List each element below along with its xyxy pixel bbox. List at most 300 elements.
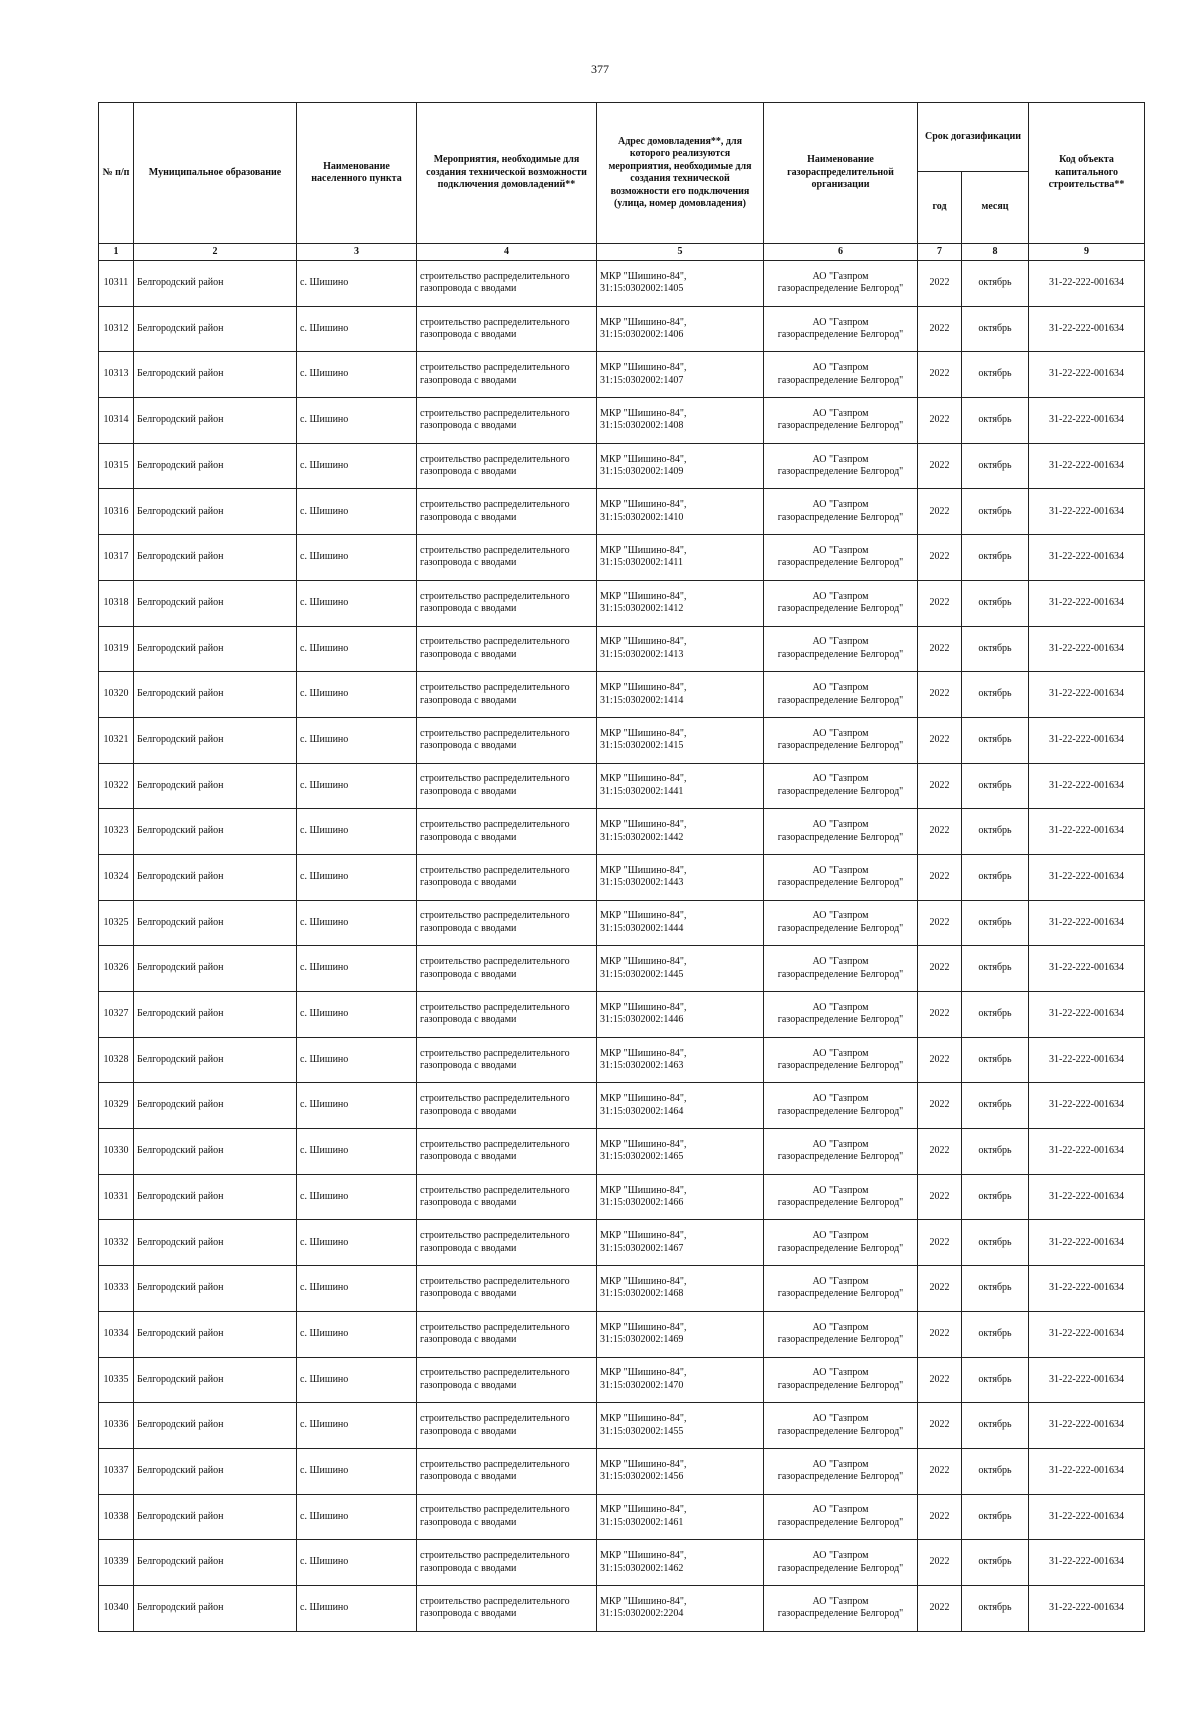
organization-line-2: газораспределение Белгород" [777,511,904,523]
address-line-1: МКР "Шишино-84", [600,499,687,511]
address-cadastral-number: 31:15:0302002:1443 [600,877,684,889]
organization-line-2: газораспределение Белгород" [777,1562,904,1574]
address-cell [597,1403,764,1449]
object-code-cell: 31-22-222-001634 [1029,1174,1145,1220]
header-month: месяц [962,172,1029,244]
address-cadastral-number: 31:15:0302002:2204 [600,1608,684,1620]
table-row [99,352,1145,398]
organization-line-2: газораспределение Белгород" [777,557,904,569]
address-line-1: МКР "Шишино-84", [600,453,687,465]
measures-cell [417,626,597,672]
address-cell [597,809,764,855]
measures-line-1: строительство распределительного [420,910,570,922]
row-number: 10339 [99,1540,134,1586]
header-address: Адрес домовладения**, для которого реализуются мероприятия, необходимые для создания технической возможности его подключения (улица, номер домовладения) [597,103,764,244]
measures-line-1: строительство распределительного [420,453,570,465]
object-code-cell: 31-22-222-001634 [1029,946,1145,992]
month-cell: октябрь [962,580,1029,626]
table-row [99,900,1145,946]
organization-cell [764,1037,918,1083]
address-line-1: МКР "Шишино-84", [600,544,687,556]
address-cadastral-number: 31:15:0302002:1415 [600,740,684,752]
measures-line-1: строительство распределительного [420,1504,570,1516]
organization-cell [764,717,918,763]
organization-line-1: АО "Газпром [812,453,869,465]
year-cell: 2022 [918,489,962,535]
measures-line-2: газопровода с вводами [420,1014,517,1026]
organization-line-2: газораспределение Белгород" [777,1060,904,1072]
month-cell: октябрь [962,352,1029,398]
organization-line-1: АО "Газпром [812,499,869,511]
header-measures: Мероприятия, необходимые для создания технической возможности подключения домовладений** [417,103,597,244]
settlement-cell: с. Шишино [297,1357,417,1403]
address-cell [597,1585,764,1631]
page-number: 377 [591,62,609,76]
address-line-1: МКР "Шишино-84", [600,727,687,739]
organization-cell [764,900,918,946]
organization-line-2: газораспределение Белгород" [777,1197,904,1209]
object-code-cell: 31-22-222-001634 [1029,854,1145,900]
organization-line-2: газораспределение Белгород" [777,1288,904,1300]
measures-cell [417,1311,597,1357]
month-cell: октябрь [962,1494,1029,1540]
measures-line-2: газопровода с вводами [420,329,517,341]
address-cadastral-number: 31:15:0302002:1467 [600,1242,684,1254]
settlement-cell: с. Шишино [297,1266,417,1312]
table-row [99,992,1145,1038]
table-row [99,1083,1145,1129]
settlement-cell: с. Шишино [297,1129,417,1175]
column-number: 2 [134,244,297,261]
address-cadastral-number: 31:15:0302002:1408 [600,420,684,432]
measures-cell [417,1083,597,1129]
address-cadastral-number: 31:15:0302002:1407 [600,374,684,386]
row-number: 10328 [99,1037,134,1083]
year-cell: 2022 [918,992,962,1038]
organization-line-2: газораспределение Белгород" [777,1105,904,1117]
address-cell [597,1174,764,1220]
measures-line-2: газопровода с вводами [420,831,517,843]
year-cell: 2022 [918,1540,962,1586]
row-number: 10329 [99,1083,134,1129]
measures-line-1: строительство распределительного [420,1367,570,1379]
address-cadastral-number: 31:15:0302002:1414 [600,694,684,706]
organization-line-2: газораспределение Белгород" [777,922,904,934]
municipality-cell: Белгородский район [134,809,297,855]
address-cell [597,1129,764,1175]
measures-line-2: газопровода с вводами [420,648,517,660]
organization-line-1: АО "Газпром [812,1458,869,1470]
settlement-cell: с. Шишино [297,1174,417,1220]
header-organization: Наименование газораспределительной организации [764,103,918,244]
table-row [99,1540,1145,1586]
measures-line-1: строительство распределительного [420,819,570,831]
header-year: год [918,172,962,244]
table-row [99,1448,1145,1494]
organization-line-2: газораспределение Белгород" [777,1334,904,1346]
address-cadastral-number: 31:15:0302002:1405 [600,283,684,295]
year-cell: 2022 [918,1083,962,1129]
municipality-cell: Белгородский район [134,1494,297,1540]
month-cell: октябрь [962,1357,1029,1403]
measures-line-2: газопровода с вводами [420,1562,517,1574]
object-code-cell: 31-22-222-001634 [1029,1403,1145,1449]
address-line-1: МКР "Шишино-84", [600,362,687,374]
organization-line-2: газораспределение Белгород" [777,968,904,980]
address-line-1: МКР "Шишино-84", [600,1595,687,1607]
year-cell: 2022 [918,1220,962,1266]
organization-cell [764,1403,918,1449]
row-number: 10324 [99,854,134,900]
municipality-cell: Белгородский район [134,1540,297,1586]
organization-cell [764,1448,918,1494]
organization-cell [764,1266,918,1312]
measures-line-2: газопровода с вводами [420,1242,517,1254]
organization-line-1: АО "Газпром [812,316,869,328]
organization-cell [764,763,918,809]
address-line-1: МКР "Шишино-84", [600,316,687,328]
organization-cell [764,352,918,398]
municipality-cell: Белгородский район [134,1220,297,1266]
address-line-1: МКР "Шишино-84", [600,1093,687,1105]
month-cell: октябрь [962,992,1029,1038]
object-code-cell: 31-22-222-001634 [1029,1311,1145,1357]
column-number: 8 [962,244,1029,261]
table-row [99,1220,1145,1266]
measures-line-2: газопровода с вводами [420,374,517,386]
measures-line-1: строительство распределительного [420,1047,570,1059]
measures-line-2: газопровода с вводами [420,511,517,523]
object-code-cell: 31-22-222-001634 [1029,1585,1145,1631]
measures-line-2: газопровода с вводами [420,1379,517,1391]
measures-line-2: газопровода с вводами [420,1471,517,1483]
month-cell: октябрь [962,1540,1029,1586]
year-cell: 2022 [918,306,962,352]
organization-cell [764,672,918,718]
measures-line-2: газопровода с вводами [420,420,517,432]
object-code-cell: 31-22-222-001634 [1029,900,1145,946]
settlement-cell: с. Шишино [297,809,417,855]
measures-line-2: газопровода с вводами [420,466,517,478]
settlement-cell: с. Шишино [297,854,417,900]
settlement-cell: с. Шишино [297,1448,417,1494]
table-row [99,1129,1145,1175]
settlement-cell: с. Шишино [297,443,417,489]
organization-line-1: АО "Газпром [812,270,869,282]
address-cell [597,992,764,1038]
row-number: 10313 [99,352,134,398]
address-cell [597,352,764,398]
measures-line-2: газопровода с вводами [420,557,517,569]
organization-cell [764,1174,918,1220]
measures-line-1: строительство распределительного [420,956,570,968]
municipality-cell: Белгородский район [134,1083,297,1129]
measures-cell [417,854,597,900]
address-line-1: МКР "Шишино-84", [600,1321,687,1333]
measures-line-2: газопровода с вводами [420,1197,517,1209]
table-row [99,809,1145,855]
month-cell: октябрь [962,626,1029,672]
settlement-cell: с. Шишино [297,1494,417,1540]
measures-line-2: газопровода с вводами [420,283,517,295]
address-cell [597,854,764,900]
address-line-1: МКР "Шишино-84", [600,1413,687,1425]
address-cell [597,1266,764,1312]
address-cell [597,535,764,581]
organization-cell [764,443,918,489]
organization-line-2: газораспределение Белгород" [777,1471,904,1483]
organization-line-2: газораспределение Белгород" [777,1014,904,1026]
address-cell [597,1448,764,1494]
table-row [99,717,1145,763]
municipality-cell: Белгородский район [134,352,297,398]
measures-line-2: газопровода с вводами [420,1151,517,1163]
object-code-cell: 31-22-222-001634 [1029,306,1145,352]
column-number: 5 [597,244,764,261]
organization-line-1: АО "Газпром [812,864,869,876]
municipality-cell: Белгородский район [134,1037,297,1083]
municipality-cell: Белгородский район [134,1448,297,1494]
settlement-cell: с. Шишино [297,306,417,352]
table-row [99,1357,1145,1403]
measures-cell [417,261,597,307]
settlement-cell: с. Шишино [297,763,417,809]
organization-line-2: газораспределение Белгород" [777,740,904,752]
measures-line-1: строительство распределительного [420,1184,570,1196]
row-number: 10338 [99,1494,134,1540]
address-cadastral-number: 31:15:0302002:1412 [600,603,684,615]
measures-cell [417,946,597,992]
address-line-1: МКР "Шишино-84", [600,1458,687,1470]
organization-cell [764,1311,918,1357]
object-code-cell: 31-22-222-001634 [1029,809,1145,855]
address-cell [597,946,764,992]
organization-line-2: газораспределение Белгород" [777,1242,904,1254]
measures-line-2: газопровода с вводами [420,877,517,889]
measures-line-1: строительство распределительного [420,1321,570,1333]
object-code-cell: 31-22-222-001634 [1029,717,1145,763]
year-cell: 2022 [918,580,962,626]
municipality-cell: Белгородский район [134,1311,297,1357]
municipality-cell: Белгородский район [134,443,297,489]
object-code-cell: 31-22-222-001634 [1029,1540,1145,1586]
measures-cell [417,1357,597,1403]
address-line-1: МКР "Шишино-84", [600,682,687,694]
row-number: 10335 [99,1357,134,1403]
organization-line-1: АО "Газпром [812,1321,869,1333]
address-line-1: МКР "Шишино-84", [600,773,687,785]
organization-line-2: газораспределение Белгород" [777,877,904,889]
table-row [99,626,1145,672]
month-cell: октябрь [962,443,1029,489]
year-cell: 2022 [918,1266,962,1312]
municipality-cell: Белгородский район [134,489,297,535]
measures-line-1: строительство распределительного [420,682,570,694]
table-row [99,580,1145,626]
month-cell: октябрь [962,1220,1029,1266]
municipality-cell: Белгородский район [134,1403,297,1449]
address-cell [597,261,764,307]
column-number: 9 [1029,244,1145,261]
organization-line-1: АО "Газпром [812,1093,869,1105]
row-number: 10311 [99,261,134,307]
row-number: 10318 [99,580,134,626]
measures-cell [417,489,597,535]
year-cell: 2022 [918,1037,962,1083]
row-number: 10320 [99,672,134,718]
table-row [99,1585,1145,1631]
organization-cell [764,992,918,1038]
row-number: 10330 [99,1129,134,1175]
municipality-cell: Белгородский район [134,672,297,718]
address-cell [597,443,764,489]
measures-cell [417,306,597,352]
address-cell [597,489,764,535]
month-cell: октябрь [962,900,1029,946]
municipality-cell: Белгородский район [134,261,297,307]
organization-line-1: АО "Газпром [812,1275,869,1287]
address-cell [597,398,764,444]
month-cell: октябрь [962,672,1029,718]
address-cadastral-number: 31:15:0302002:1444 [600,922,684,934]
year-cell: 2022 [918,946,962,992]
measures-line-2: газопровода с вводами [420,1516,517,1528]
year-cell: 2022 [918,352,962,398]
year-cell: 2022 [918,1403,962,1449]
organization-line-1: АО "Газпром [812,362,869,374]
address-line-1: МКР "Шишино-84", [600,956,687,968]
address-line-1: МКР "Шишино-84", [600,636,687,648]
year-cell: 2022 [918,1448,962,1494]
object-code-cell: 31-22-222-001634 [1029,443,1145,489]
organization-cell [764,1083,918,1129]
table-header [99,103,1145,261]
settlement-cell: с. Шишино [297,1540,417,1586]
measures-line-1: строительство распределительного [420,727,570,739]
organization-line-1: АО "Газпром [812,544,869,556]
row-number: 10312 [99,306,134,352]
object-code-cell: 31-22-222-001634 [1029,992,1145,1038]
year-cell: 2022 [918,1174,962,1220]
header-object-code: Код объекта капитального строительства** [1029,103,1145,244]
object-code-cell: 31-22-222-001634 [1029,1357,1145,1403]
measures-line-1: строительство распределительного [420,1230,570,1242]
organization-line-1: АО "Газпром [812,819,869,831]
organization-cell [764,1357,918,1403]
address-line-1: МКР "Шишино-84", [600,819,687,831]
organization-cell [764,809,918,855]
organization-line-2: газораспределение Белгород" [777,648,904,660]
organization-line-2: газораспределение Белгород" [777,694,904,706]
organization-line-1: АО "Газпром [812,773,869,785]
measures-line-1: строительство распределительного [420,1595,570,1607]
row-number: 10337 [99,1448,134,1494]
organization-line-1: АО "Газпром [812,1550,869,1562]
measures-cell [417,443,597,489]
organization-cell [764,261,918,307]
measures-cell [417,1129,597,1175]
month-cell: октябрь [962,1311,1029,1357]
organization-line-1: АО "Газпром [812,1184,869,1196]
organization-line-2: газораспределение Белгород" [777,785,904,797]
address-line-1: МКР "Шишино-84", [600,1184,687,1196]
address-line-1: МКР "Шишино-84", [600,1504,687,1516]
row-number: 10322 [99,763,134,809]
measures-line-2: газопровода с вводами [420,968,517,980]
measures-cell [417,672,597,718]
measures-line-2: газопровода с вводами [420,603,517,615]
year-cell: 2022 [918,535,962,581]
year-cell: 2022 [918,672,962,718]
month-cell: октябрь [962,717,1029,763]
row-number: 10333 [99,1266,134,1312]
organization-line-2: газораспределение Белгород" [777,1151,904,1163]
address-line-1: МКР "Шишино-84", [600,864,687,876]
column-number: 1 [99,244,134,261]
month-cell: октябрь [962,1585,1029,1631]
table-row [99,1403,1145,1449]
row-number: 10332 [99,1220,134,1266]
row-number: 10315 [99,443,134,489]
organization-line-2: газораспределение Белгород" [777,329,904,341]
row-number: 10323 [99,809,134,855]
organization-cell [764,854,918,900]
table-row [99,1266,1145,1312]
month-cell: октябрь [962,1403,1029,1449]
table-row [99,535,1145,581]
row-number: 10331 [99,1174,134,1220]
row-number: 10334 [99,1311,134,1357]
year-cell: 2022 [918,1311,962,1357]
row-number: 10327 [99,992,134,1038]
measures-line-2: газопровода с вводами [420,1105,517,1117]
measures-cell [417,1403,597,1449]
address-cadastral-number: 31:15:0302002:1445 [600,968,684,980]
organization-cell [764,1494,918,1540]
municipality-cell: Белгородский район [134,763,297,809]
year-cell: 2022 [918,398,962,444]
header-number: № п/п [99,103,134,244]
month-cell: октябрь [962,946,1029,992]
address-cadastral-number: 31:15:0302002:1455 [600,1425,684,1437]
table-body [99,261,1145,1632]
measures-line-1: строительство распределительного [420,544,570,556]
column-number: 6 [764,244,918,261]
object-code-cell: 31-22-222-001634 [1029,1129,1145,1175]
measures-cell [417,1448,597,1494]
organization-cell [764,1585,918,1631]
organization-line-1: АО "Газпром [812,1001,869,1013]
address-cadastral-number: 31:15:0302002:1470 [600,1379,684,1391]
organization-line-1: АО "Газпром [812,682,869,694]
organization-line-2: газораспределение Белгород" [777,466,904,478]
organization-line-1: АО "Газпром [812,1367,869,1379]
year-cell: 2022 [918,1494,962,1540]
object-code-cell: 31-22-222-001634 [1029,1037,1145,1083]
year-cell: 2022 [918,717,962,763]
year-cell: 2022 [918,261,962,307]
month-cell: октябрь [962,1083,1029,1129]
address-cell [597,1540,764,1586]
year-cell: 2022 [918,854,962,900]
table-row [99,443,1145,489]
year-cell: 2022 [918,626,962,672]
address-cadastral-number: 31:15:0302002:1466 [600,1197,684,1209]
address-cadastral-number: 31:15:0302002:1456 [600,1471,684,1483]
municipality-cell: Белгородский район [134,946,297,992]
measures-line-2: газопровода с вводами [420,1060,517,1072]
organization-line-1: АО "Газпром [812,1504,869,1516]
